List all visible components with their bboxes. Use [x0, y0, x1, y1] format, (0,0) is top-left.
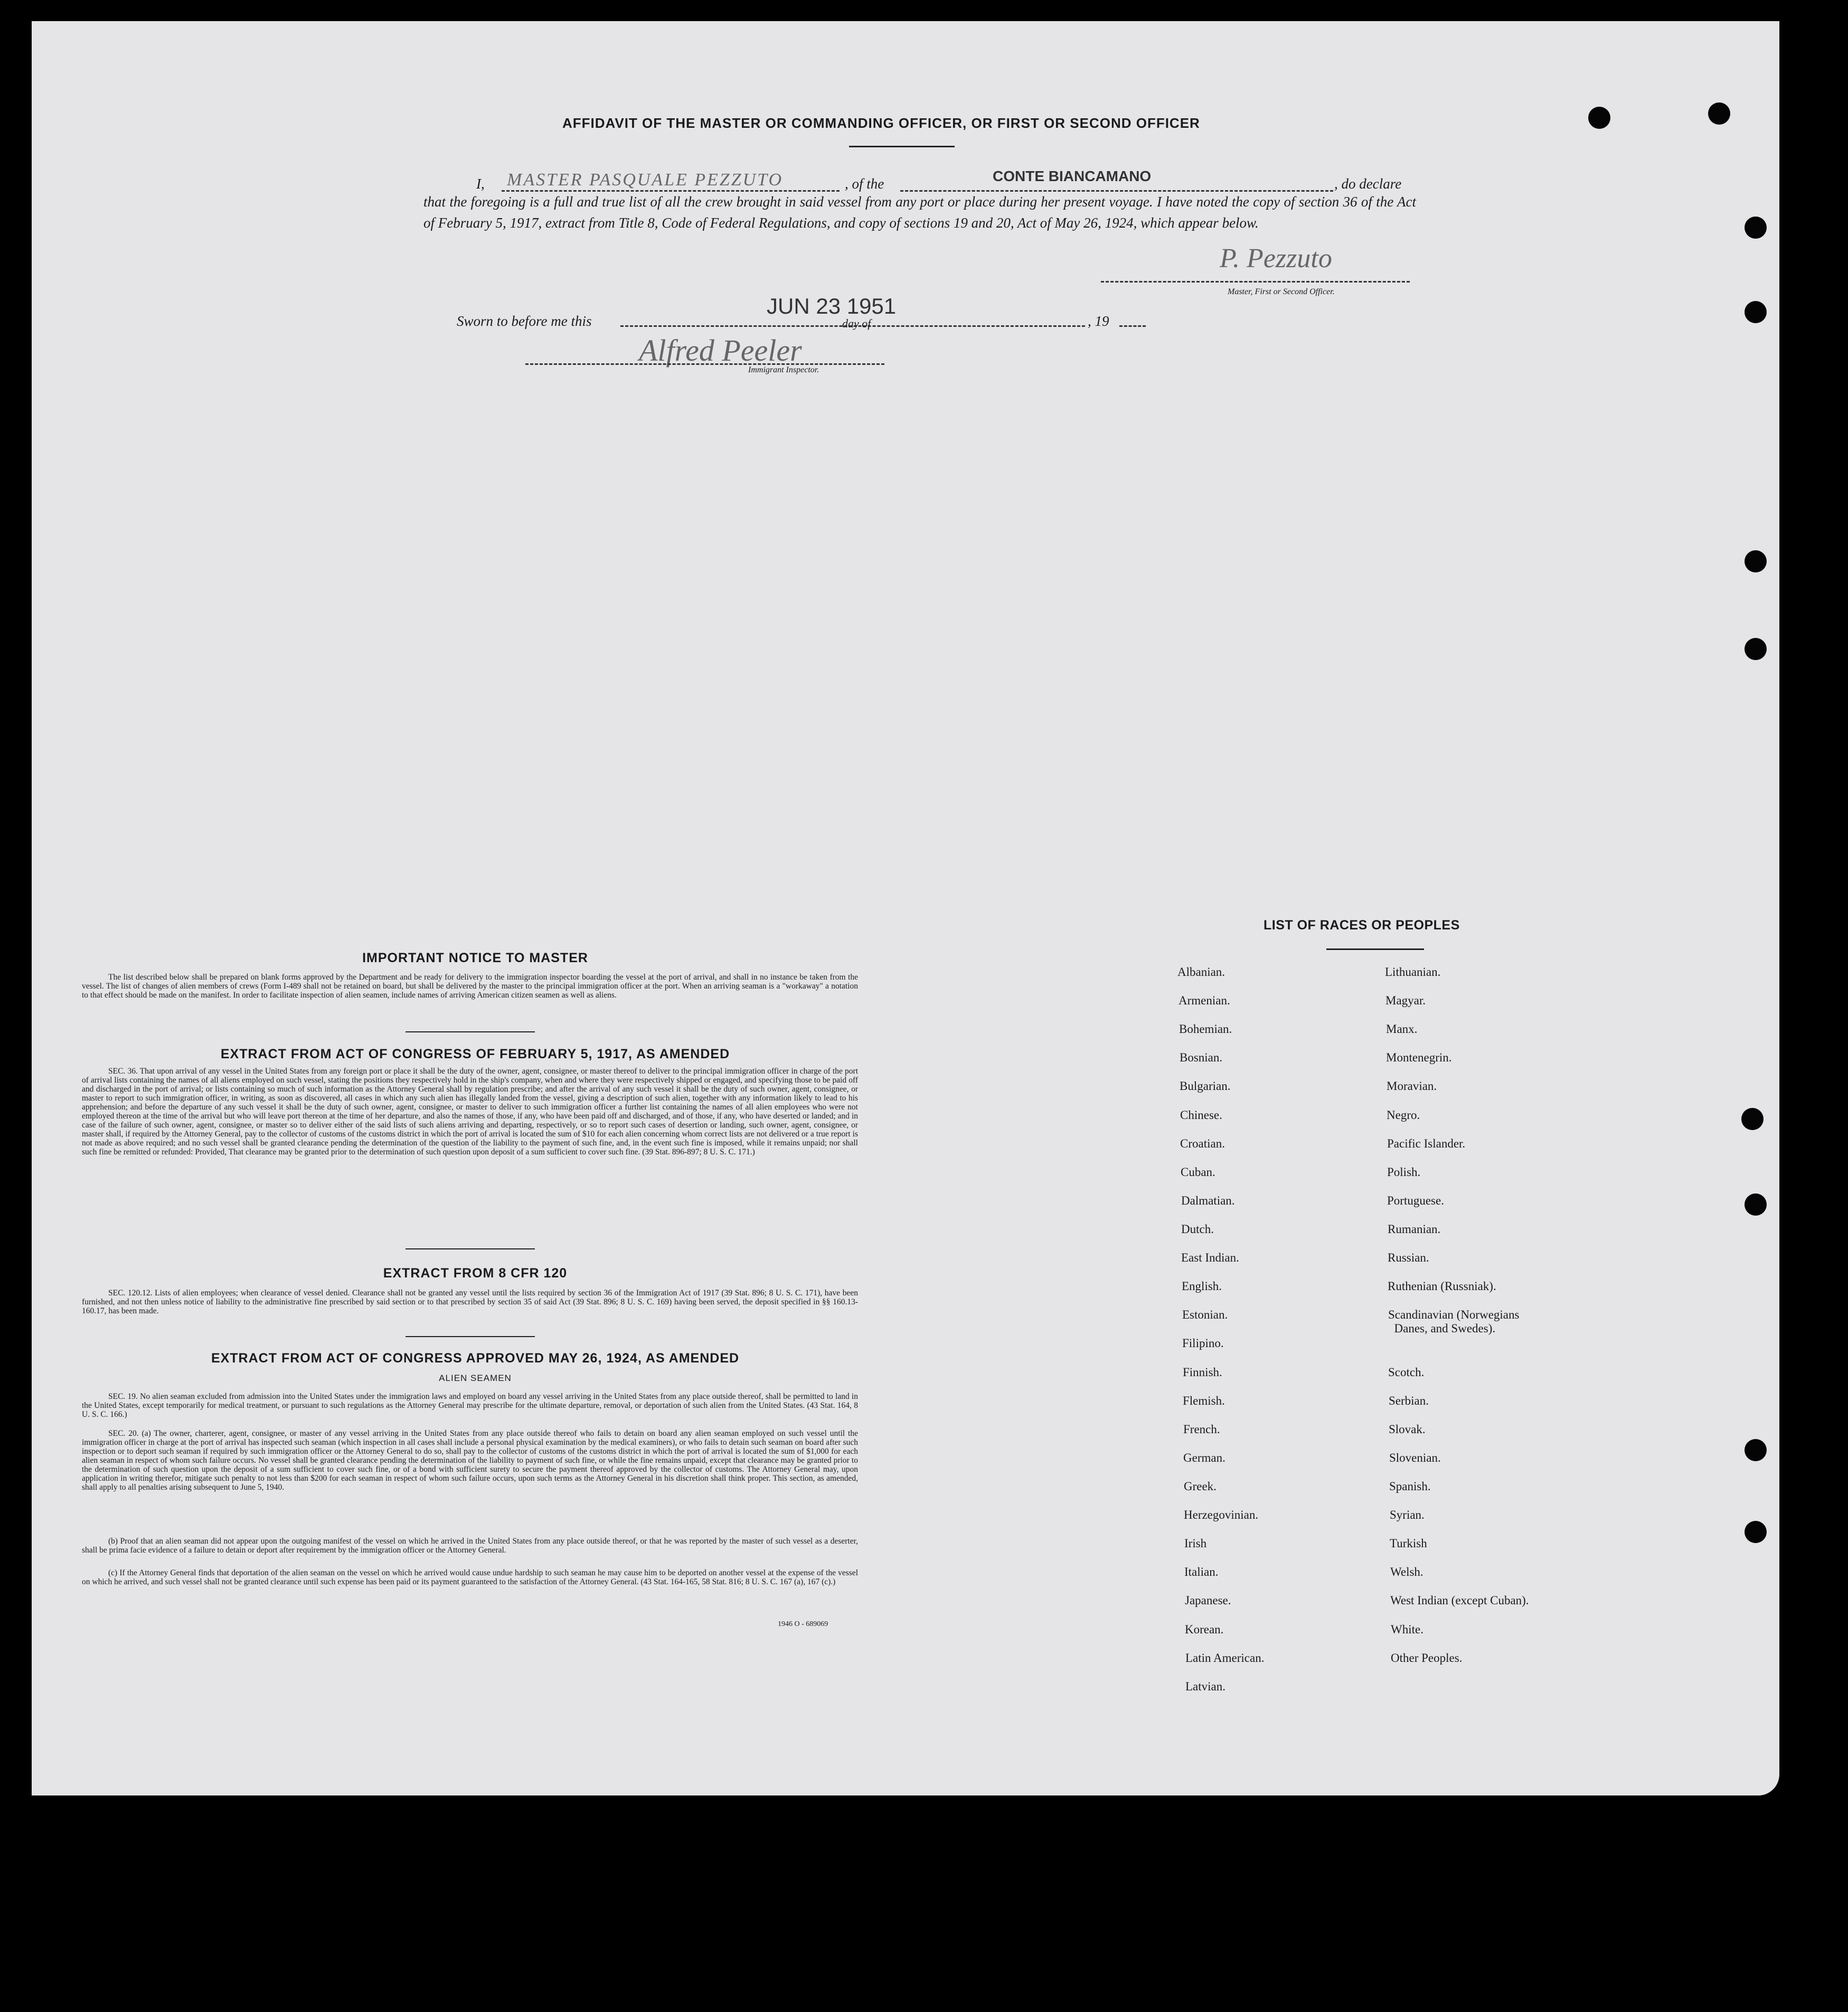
title-underline [849, 146, 955, 147]
sec20b-body: (b) Proof that an alien seaman did not appear upon the outgoing manifest of the vessel on which he arrived in the United States from any place outside thereof, or that he was reported by the master of such vessel as a deserter, shall be prima facie evidence of a failure to detain or deport after requirement by the immigration officer or the Attorney General. [82, 1537, 858, 1555]
race-item: English. [1182, 1280, 1222, 1293]
master-name-handwriting: MASTER PASQUALE PEZZUTO [507, 170, 784, 190]
punch-hole [1708, 102, 1730, 125]
punch-hole [1745, 1521, 1767, 1543]
race-item: Filipino. [1182, 1337, 1224, 1350]
race-item: West Indian (except Cuban). [1390, 1594, 1529, 1607]
race-item: Japanese. [1185, 1594, 1231, 1607]
punch-hole [1741, 1108, 1764, 1130]
extract-1917-title: EXTRACT FROM ACT OF CONGRESS OF FEBRUARY 5, 1917, AS AMENDED [220, 1047, 730, 1061]
races-title-underline [1326, 948, 1424, 950]
race-item: Cuban. [1181, 1165, 1215, 1179]
document-page [32, 21, 1779, 1795]
print-code: 1946 O - 689069 [778, 1620, 828, 1628]
race-item: Lithuanian. [1385, 965, 1441, 979]
race-item: Slovak. [1389, 1423, 1426, 1436]
section-divider [406, 1248, 535, 1249]
master-signature: P. Pezzuto [1220, 243, 1332, 274]
race-item: Other Peoples. [1391, 1651, 1463, 1665]
race-item: Moravian. [1387, 1079, 1437, 1093]
race-item: Russian. [1388, 1251, 1429, 1264]
do-declare-text: , do declare [1334, 176, 1402, 192]
race-item: Bohemian. [1179, 1022, 1232, 1036]
inspector-signature: Alfred Peeler [639, 333, 802, 368]
race-item: Scandinavian (Norwegians Danes, and Swedes). [1388, 1308, 1520, 1335]
punch-hole [1588, 107, 1610, 129]
vessel-name-stamp: CONTE BIANCAMANO [993, 168, 1152, 184]
punch-hole [1745, 550, 1767, 572]
year-prefix: , 19 [1088, 313, 1109, 329]
race-item: Dalmatian. [1181, 1194, 1235, 1207]
race-item: Rumanian. [1388, 1223, 1441, 1236]
race-item: German. [1183, 1451, 1225, 1464]
race-item: Scotch. [1388, 1366, 1425, 1379]
race-item: Turkish [1390, 1537, 1427, 1550]
punch-hole [1745, 301, 1767, 323]
race-item: Croatian. [1180, 1137, 1225, 1150]
race-item: Finnish. [1183, 1366, 1222, 1379]
date-stamp: JUN 23 1951 [767, 294, 897, 318]
race-item: French. [1183, 1423, 1220, 1436]
race-item: Bosnian. [1180, 1051, 1223, 1064]
race-item: East Indian. [1181, 1251, 1239, 1264]
race-item: Chinese. [1180, 1108, 1222, 1122]
notice-body: The list described below shall be prepared on blank forms approved by the Department and be ready for delivery to the immigration inspector boarding the vessel at the port of arrival, and shall in no instance be taken from the vessel. The list of changes of alien members of crews (Form I-489 shall not be retained on board, but shall be delivered by the master to the principal immigration officer at the port. When an arriving seaman is a "workaway" a notation to that effect should be made on the manifest. In order to facilitate inspection of alien seamen, include names of arriving American citizen seamen as well as aliens. [82, 973, 858, 1000]
pronoun-i: I, [476, 176, 485, 192]
race-item: Latin American. [1185, 1651, 1265, 1665]
race-item: Ruthenian (Russniak). [1388, 1280, 1496, 1293]
race-item: Syrian. [1390, 1508, 1425, 1521]
race-item: Dutch. [1181, 1223, 1214, 1236]
sec19-body: SEC. 19. No alien seaman excluded from admission into the United States under the immigration laws and employed on board any vessel arriving in the United States from any place outside thereof, shall be permitted to land in the United States, except temporarily for medical treatment, or pursuant to such regulations as the Attorney General may prescribe for the ultimate departure, removal, or deportation of such alien from the United States. (43 Stat. 164, 8 U. S. C. 166.) [82, 1392, 858, 1419]
notice-title: IMPORTANT NOTICE TO MASTER [362, 951, 588, 965]
race-item: White. [1391, 1623, 1423, 1636]
of-the-text: , of the [845, 176, 884, 192]
extract-1924-title: EXTRACT FROM ACT OF CONGRESS APPROVED MAY 26, 1924, AS AMENDED [211, 1351, 740, 1366]
inspector-caption: Immigrant Inspector. [748, 365, 819, 374]
extract-1917-body: SEC. 36. That upon arrival of any vessel in the United States from any foreign port or place it shall be the duty of the owner, agent, consignee, or master thereof to deliver to the principal immigration officer in charge of the port of arrival lists containing the names of all aliens employed on such vessel, stating the positions they respectively hold in the ship's company, when and where they were respectively shipped or engaged, and specifying those to be paid off and discharged in the port of arrival; or lists containing so much of such information as the Attorney General shall by regulation prescribe; and after the arrival of any such vessel it shall be the duty of such owner, agent, consignee, or master to report to such immigration officer, in writing, as soon as discovered, all cases in which any such alien has illegally landed from the vessel, giving a description of such alien, together with any information likely to lead to his apprehension; and before the departure of any such vessel it shall be the duty of such owner, agent, consignee, or master to deliver to such immigration officer a further list containing the names of all alien employees who were not employed thereon at the time of the arrival but who will leave port thereon at the time of her departure, and also the names of those, if any, who have been paid off and discharged, and of those, if any, who have deserted or landed; and in case of the failure of such owner, agent, consignee, or master so to deliver either of the said lists of such aliens arriving and departing, respectively, or so to report such cases of desertion or landing, such owner, agent, consignee, or master shall, if required by the Attorney General, pay to the collector of customs of the customs district in which the port of arrival is located the sum of $10 for each alien concerning whom correct lists are not delivered or a true report is not made as above required; and no such vessel shall be granted clearance pending the determination of the question of the liability to the payment of such fine, and, in the event such fine is imposed, while it remains unpaid; nor shall such fine be remitted or refunded: Provided, That clearance may be granted prior to the determination of such question upon deposit of a sum sufficient to cover such fine. (39 Stat. 896-897; 8 U. S. C. 171.) [82, 1067, 858, 1157]
section-divider [406, 1031, 535, 1032]
punch-hole [1745, 638, 1767, 660]
race-item: Manx. [1386, 1022, 1418, 1036]
race-item: Bulgarian. [1180, 1079, 1231, 1093]
affidavit-body: that the foregoing is a full and true list of all the crew brought in said vessel from any port or place during her present voyage. I have noted the copy of section 36 of the Act of February 5, 1917, extract from Title 8, Code of Federal Regulations, and copy of sections 19 and 20, Act of May 26, 1924, which appear below. [423, 194, 1416, 231]
race-item: Montenegrin. [1386, 1051, 1452, 1064]
extract-cfr-title: EXTRACT FROM 8 CFR 120 [383, 1266, 568, 1281]
sec20a-body: SEC. 20. (a) The owner, charterer, agent, consignee, or master of any vessel arriving in the United States from any place outside thereof who fails to detain on board any alien seaman employed on such vessel until the immigration officer in charge at the port of arrival has inspected such seaman (which inspection in all cases shall include a personal physical examination by the medical examiners), or who fails to detain such seaman on board after such inspection or to deport such seaman if required by such immigration officer or the Attorney General to do so, shall pay to the collector of customs of the customs district in which the port of arrival is located the sum of $1,000 for each alien seaman in respect of whom such failure occurs. No vessel shall be granted clearance pending the determination of the liability to payment of such fine, or while the fine remains unpaid, except that clearance may be granted prior to the determination of such question upon the deposit of a sum sufficient to cover such fine, or of a bond with sufficient surety to secure the payment thereof approved by the collector of customs. The Attorney General may, upon application in writing therefor, mitigate such penalty to not less than $200 for each seaman in respect of whom such failure occurs, upon such terms as the Attorney General in his discretion shall think proper. This section, as amended, shall apply to all penalties arising subsequent to June 5, 1940. [82, 1429, 858, 1492]
inspector-signature-line [525, 363, 884, 365]
race-item: Magyar. [1385, 994, 1426, 1007]
year-line [1119, 325, 1146, 327]
sworn-text: Sworn to before me this [457, 313, 592, 329]
race-item: Negro. [1387, 1108, 1420, 1122]
race-item: Pacific Islander. [1387, 1137, 1466, 1150]
race-item: Herzegovinian. [1184, 1508, 1259, 1521]
race-item: Flemish. [1183, 1394, 1225, 1407]
master-signature-caption: Master, First or Second Officer. [1228, 287, 1335, 296]
extract-cfr-body: SEC. 120.12. Lists of alien employees; when clearance of vessel denied. Clearance shall not be granted any vessel until the lists required by section 36 of the Immigration Act of 1917 (39 Stat. 896; 8 U. S. C. 171), have been furnished, and not then unless notice of liability to the administrative fine prescribed by said section or to that prescribed by section 35 of said Act (39 Stat. 896; 8 U. S. C. 169) having been served, the deposit specified in §§ 160.13-160.17, has been made. [82, 1289, 858, 1315]
race-item: Armenian. [1178, 994, 1230, 1007]
race-item: Korean. [1185, 1623, 1224, 1636]
race-item: Serbian. [1389, 1394, 1429, 1407]
race-item: Welsh. [1390, 1565, 1423, 1578]
sec20c-body: (c) If the Attorney General finds that deportation of the alien seaman on the vessel on which he arrived would cause undue hardship to such seaman he may cause him to be deported on another vessel at the expense of the vessel on which he arrived, and such vessel shall not be granted clearance until such expense has been paid or its payment guaranteed to the satisfaction of the Attorney General. (43 Stat. 164-165, 58 Stat. 816; 8 U. S. C. 167 (a), 167 (c).) [82, 1568, 858, 1586]
race-item: Estonian. [1182, 1308, 1228, 1321]
section-divider [406, 1336, 535, 1337]
race-item: Italian. [1184, 1565, 1219, 1578]
alien-seamen-subtitle: ALIEN SEAMEN [439, 1373, 512, 1383]
race-item: Latvian. [1185, 1680, 1225, 1693]
day-of-caption: day of [842, 317, 871, 330]
punch-hole [1745, 1439, 1767, 1461]
race-item: Spanish. [1389, 1480, 1431, 1493]
races-title: LIST OF RACES OR PEOPLES [1264, 918, 1460, 933]
race-item: Polish. [1387, 1165, 1421, 1179]
race-item: Portuguese. [1387, 1194, 1444, 1207]
punch-hole [1745, 217, 1767, 239]
race-item: Irish [1184, 1537, 1207, 1550]
punch-hole [1745, 1193, 1767, 1216]
master-signature-line [1101, 281, 1410, 283]
race-item: Albanian. [1177, 965, 1225, 979]
race-item: Greek. [1184, 1480, 1217, 1493]
affidavit-title: AFFIDAVIT OF THE MASTER OR COMMANDING OFFICER, OR FIRST OR SECOND OFFICER [562, 115, 1200, 131]
race-item: Slovenian. [1389, 1451, 1441, 1464]
